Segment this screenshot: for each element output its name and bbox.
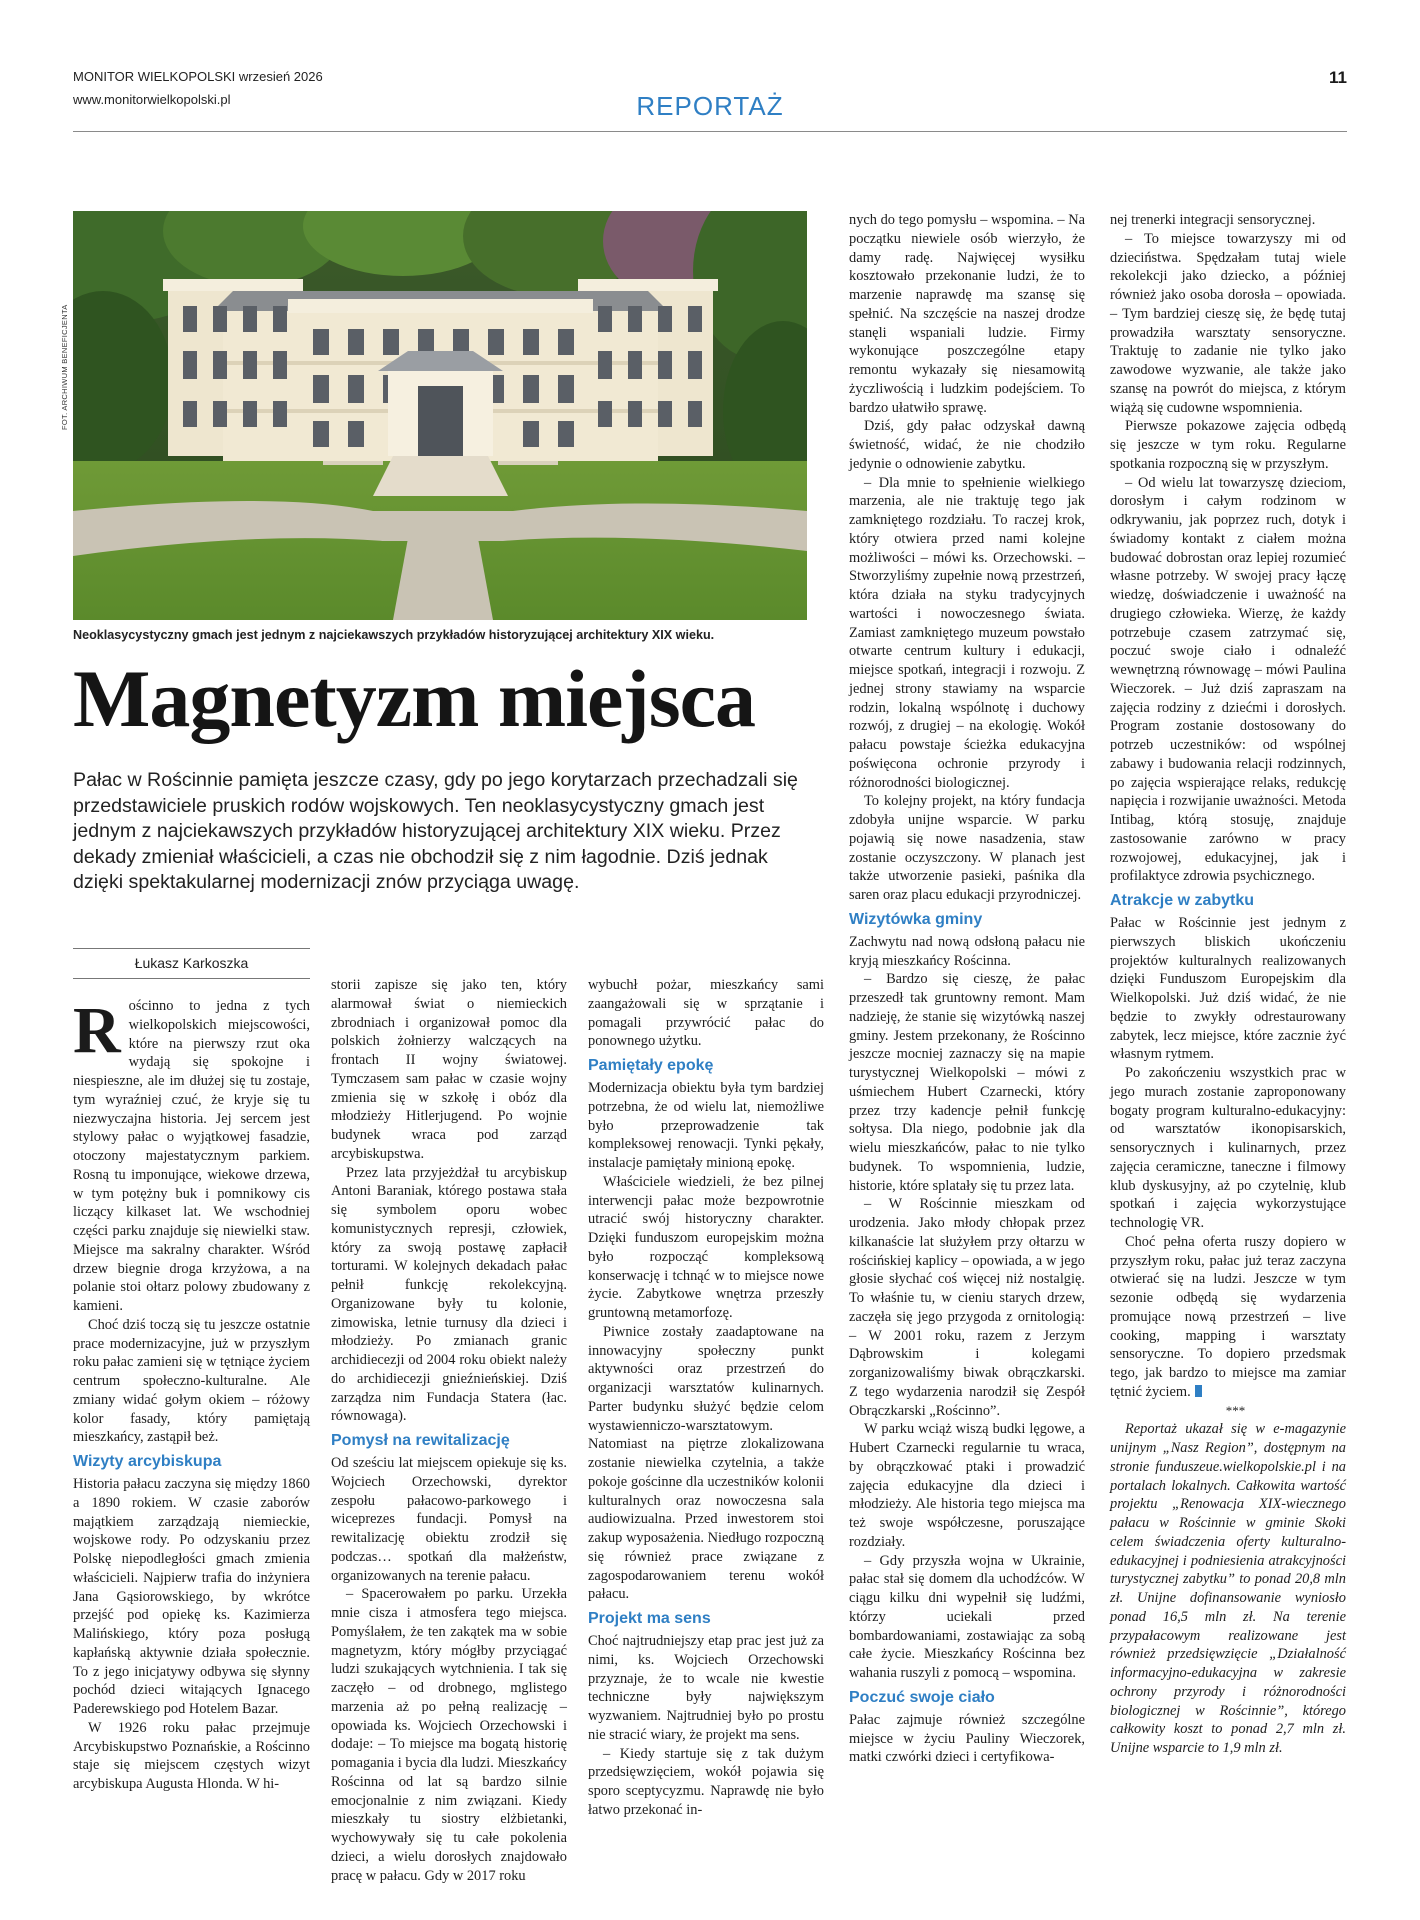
byline-divider-bottom <box>73 978 310 979</box>
paragraph: – Bardzo się cieszę, że pałac przeszedł tak gruntowny remont. Mam nadzieję, że stanie się wizytówką naszej gminy. Jestem przekonany, że Rościnno jeszcze mocniej zaznaczy się na mapie turystycznej Wielkopolski – mówi z uśmiechem Hubert Czarnecki, który przez trzy kadencje pełnił funkcję sołtysa. Dla niego, podobnie jak dla wielu mieszkańców, pałac to nie tylko budynek. To wspomnienia, ludzie, historie, które splatały się tu przez lata. <box>849 971 1085 1194</box>
paragraph: nych do tego pomysłu – wspomina. – Na początku niewiele osób wierzyło, że damy radę. Najwięcej wysiłku kosztowało przekonanie ludzi, że to marzenie naprawdę ma szansę się spełnić. Na szczęście na naszej drodze stanęli wspaniali ludzie. Firmy wykonujące poszczególne etapy remontu wykazały się niesamowitą życzliwością i ludzkim podejściem. To bardzo ułatwiło sprawę. <box>849 212 1085 416</box>
article-column-3 <box>588 976 824 1820</box>
paragraph: Zachwytu nad nową odsłoną pałacu nie kryją mieszkańcy Rościnna. <box>849 933 1085 969</box>
publication-name: MONITOR WIELKOPOLSKI wrzesień 2026 <box>73 69 323 84</box>
publication-url[interactable]: www.monitorwielkopolski.pl <box>73 92 231 107</box>
paragraph: To kolejny projekt, na który fundacja zdobyła unijne wsparcie. W parku pojawią się nowe nasadzenia, staw zostanie oczyszczony. W planach jest także utworzenie pasieki, paśnika dla saren oraz placu edukacji przyrodniczej. <box>849 793 1085 903</box>
paragraph: W parku wciąż wiszą budki lęgowe, a Hubert Czarnecki regularnie tu wraca, by obrączkować ptaki i prowadzić zajęcia edukacyjne dla dzieci i młodzieży. Ale historia tego miejsca ma też swoje współczesne, poruszające rozdziały. <box>849 1421 1085 1550</box>
drop-cap: R <box>73 994 121 1067</box>
article-column-4 <box>849 211 1085 1767</box>
page-number: 11 <box>1329 68 1347 87</box>
paragraph: Pierwsze pokazowe zajęcia odbędą się jeszcze w tym roku. Regularne spotkania rozpoczną się w przyszłym. <box>1110 418 1346 472</box>
paragraph: wybuchł pożar, mieszkańcy sami zaangażowali się w sprzątanie i pomagali przywrócić pałac do ponownego użytku. <box>588 977 824 1050</box>
article-lead: Pałac w Rościnnie pamięta jeszcze czasy, gdy po jego korytarzach przechadzali się przedstawiciele pruskich rodów wojskowych. Ten neoklasycystyczny gmach jest jednym z najciekawszych przykładów historyzującej architektury XIX wieku. Przez dekady zmieniał właścicieli, a czas nie obchodził się z nim łagodnie. Dziś jednak dzięki spektakularnej modernizacji znów przyciąga uwagę. <box>73 769 798 894</box>
article-author: Łukasz Karkoszka <box>134 955 249 971</box>
subheading: Pamiętały epokę <box>588 1057 714 1074</box>
paragraph: Po zakończeniu wszystkich prac w jego murach zostanie zaproponowany bogaty program kulturalno-edukacyjny: od warsztatów ikonopisarskich, sensorycznych i kulinarnych, przez zajęcia ceramiczne, taneczne i filmowy klub dyskusyjny, aż po czytelnię, klub spotkań i zajęcia wykorzystujące technologię VR. <box>1110 1065 1346 1231</box>
subheading: Atrakcje w zabytku <box>1110 892 1255 909</box>
paragraph: Pałac zajmuje również szczególne miejsce w życiu Pauliny Wieczorek, matki czwórki dzieci i certyfikowa- <box>849 1711 1085 1766</box>
paragraph: – Gdy przyszła wojna w Ukrainie, pałac stał się domem dla uchodźców. W ciągu kilku dni wypełnił się ludźmi, którzy uciekali przed bombardowaniami, zostawiając za sobą całe życie. Mieszkańcy Rościnna bez wahania ruszyli z pomocą – wspomina. <box>849 1552 1085 1681</box>
paragraph: Dziś, gdy pałac odzyskał dawną świetność, widać, że nie chodziło jedynie o odnowienie zabytku. <box>849 418 1085 472</box>
paragraph: W 1926 roku pałac przejmuje Arcybiskupstwo Poznańskie, a Rościnno staje się miejscem częstych wizyt arcybiskupa Augusta Hlonda. W hi- <box>73 1719 310 1792</box>
paragraph: – Dla mnie to spełnienie wielkiego marzenia, ale nie traktuję tego jak zamkniętego rozdziału. To raczej krok, który otwiera przed nami kolejne możliwości – mówi ks. Orzechowski. – Stworzyliśmy zupełnie nową przestrzeń, która działa na styku tradycyjnych wartości i nowoczesnego świata. Zamiast zamkniętego muzeum powstało otwarte centrum kultury i edukacji, miejsce spotkań, integracji i rozwoju. Z jednej strony stawiamy na wsparcie rodzin, lokalną wspólnotę i duchowy rozwój, z drugiej – na ekologię. Wokół pałacu powstaje ścieżka edukacyjna poświęcona ochronie przyrody i różnorodności biologicznej. <box>849 474 1085 791</box>
paragraph: Pałac w Rościnnie jest jednym z pierwszych bliskich ukończeniu projektów kulturalnych realizowanych dzięki Funduszom Europejskim dla Wielkopolski. Już dziś widać, że nie będzie to zwykły odrestaurowany zabytek, lecz miejsce, które zacznie żyć własnym rytmem. <box>1110 915 1346 1063</box>
photo-caption: Neoklasycystyczny gmach jest jednym z najciekawszych przykładów historyzującej architektury XIX wieku. <box>73 628 715 642</box>
paragraph: Choć dziś toczą się tu jeszcze ostatnie prace modernizacyjne, już w przyszłym roku pałac zamieni się w tętniące życiem centrum społeczno-kulturalne. Ale zmiany widać gołym okiem – różowy kolor fasady, który pamiętają mieszkańcy, zastąpił beż. <box>73 1316 310 1446</box>
section-label: REPORTAŻ <box>636 91 784 121</box>
paragraph: Właściciele wiedzieli, że bez pilnej interwencji pałac może bezpowrotnie utracić swój historyczny charakter. Dzięki funduszom europejskim można było rozpocząć kompleksową konserwację i tchnąć w to miejsce nowe życie. Zabytkowe wnętrza przeszły gruntowną metamorfozę. <box>588 1173 824 1321</box>
project-note: Reportaż ukazał się w e-magazynie unijnym „Nasz Region”, dostępnym na stronie funduszeue.wielkopolskie.pl i na portalach lokalnych. Całkowita wartość projektu „Renowacja XIX-wiecznego pałacu w Rościnnie w gminie Skoki celem świadczenia oferty kulturalno-edukacyjnej i podniesienia atrakcyjności turystycznej zabytku” to ponad 20,8 mln zł. Unijne dofinansowanie wyniosło ponad 16,5 mln zł. Na terenie przypałacowym realizowane jest również przedsięwzięcie „Działalność informacyjno-edukacyjna w zakresie ochrony przyrody i różnorodności biologicznej w Rościnnie”, którego całkowity koszt to ponad 2,7 mln zł. Unijne wsparcie to 1,9 mln zł. <box>1110 1421 1346 1756</box>
paragraph: Choć najtrudniejszy etap prac jest już za nimi, ks. Wojciech Orzechowski przyznaje, że to wcale nie kwestie techniczne były największym wyzwaniem. Najtrudniej było po prostu nie stracić wiary, że projekt ma sens. <box>588 1633 824 1743</box>
byline-divider-top <box>73 948 310 949</box>
subheading: Pomysł na rewitalizację <box>331 1432 510 1449</box>
paragraph: Piwnice zostały zaadaptowane na innowacyjny społeczny punkt aktywności oraz przestrzeń do organizacji warsztatów kulinarnych. Parter budynku służyć będzie celom wystawienniczo-warsztatowym. Natomiast na piętrze zlokalizowana zostanie niewielka czytelnia, a także pokoje gościnne dla uczestników kolonii kulturalnych oraz nowoczesna sala audiowizualna. Przed inwestorem stoi zakup wyposażenia. Niedługo rozpoczną się również prace związane z zagospodarowaniem terenu wokół pałacu. <box>588 1323 824 1603</box>
article-title: Magnetyzm miejsca <box>73 653 756 744</box>
header-divider <box>73 131 1347 132</box>
palace-illustration <box>73 211 807 620</box>
paragraph: – W Rościnnie mieszkam od urodzenia. Jako młody chłopak przez kilkanaście lat służyłem przy ołtarzu w rościńskiej kaplicy – opowiada, a w jego głosie słychać coś więcej niż nostalgię. To właśnie tu, w cieniu starych drzew, zaczęła się jego przygoda z ornitologią: – W 2001 roku, razem z Jerzym Dąbrowskim i kolegami zorganizowaliśmy biwak obrączkarski. Z tego wydarzenia narodził się Zespół Obrączkarski „Rościnno”. <box>849 1196 1085 1419</box>
subheading: Poczuć swoje ciało <box>849 1688 995 1706</box>
paragraph: storii zapisze się jako ten, który alarmował świat o niemieckich zbrodniach i organizował pomoc dla polskich żołnierzy walczących na frontach II wojny światowej. Tymczasem sam pałac w czasie wojny zmienia się w szkołę i obóz dla młodzieży Hitlerjugend. Po wojnie budynek wraca pod zarząd arcybiskupstwa. <box>331 977 567 1162</box>
paragraph: – To miejsce towarzyszy mi od dzieciństwa. Spędzałam tutaj wiele rekolekcji jako dziecko, a później również jako osoba dorosła – opowiada. – Tym bardziej cieszę się, że będę tutaj prowadziła warsztaty sensoryczne. Traktuję to zadanie nie tylko jako zawodowe wyzwanie, ale także jako szansę na powrót do miejsca, z którym wiążą się cudowne wspomnienia. <box>1110 230 1346 416</box>
subheading: Wizyty arcybiskupa <box>73 1453 222 1470</box>
article-column-5 <box>1110 211 1346 1758</box>
paragraph: – Od wielu lat towarzyszę dzieciom, dorosłym i całym rodzinom w odkrywaniu, jak poprzez ruch, dotyk i świadomy kontakt z ciałem można budować dobrostan oraz lepiej rozumieć własne potrzeby. W swojej pracy łączę wiedzę, doświadczenie i uważność na drugiego człowieka. Wierzę, że każdy potrzebuje czasem zatrzymać się, poczuć swoje ciało i odnaleźć wewnętrzną równowagę – mówi Paulina Wieczorek. – Już dziś zapraszam na zajęcia rodziny z dziećmi i dorosłych. Program zostanie dostosowany do potrzeb uczestników: od wspólnej zabawy i budowania relacji rodzinnych, po zajęcia wspierające relaks, redukcję napięcia i rozwijanie uważności. Metoda Intibag, którą stosuję, znajduje zastosowanie zarówno w pracy rozwojowej, edukacyjnej, jak i profilaktyce zdrowia psychicznego. <box>1110 474 1346 885</box>
paragraph: – Spacerowałem po parku. Urzekła mnie cisza i atmosfera tego miejsca. Pomyślałem, że ten zakątek ma w sobie magnetyzm, który mógłby przyciągać ludzi szukających wytchnienia. I tak się zaczęło – od drobnego, mglistego marzenia aż po pełną realizację – opowiada ks. Wojciech Orzechowski i dodaje: – To miejsce ma bogatą historię pomagania i bycia dla ludzi. Mieszkańcy Rościnna od lat są bardzo silnie emocjonalnie z nim związani. Kiedy mieszkały tu siostry elżbietanki, wychowywały się tu całe pokolenia dzieci, a wielu dorosłych znajdowało pracę w pałacu. Gdy w 2017 roku <box>331 1586 567 1884</box>
separator-stars: *** <box>1225 1402 1246 1418</box>
paragraph: Modernizacja obiektu była tym bardziej potrzebna, że od wielu lat, niemożliwe było przeprowadzenie tak kompleksowej renowacji. Tynki pękały, instalacje pamiętały minioną epokę. <box>588 1080 824 1171</box>
paragraph: Historia pałacu zaczyna się między 1860 a 1890 rokiem. W czasie zaborów majątkiem zarządzają niemieckie, wojskowe rody. Po odzyskaniu przez Polskę niepodległości gmach zmienia właścicieli. Najpierw trafia do inżyniera Jana Gąsiorowskiego, by wkrótce przejść pod opiekę ks. Kazimierza Malińskiego, który poza posługą kapłańską aktywnie działa społecznie. To z jego inicjatywy odbywa się słynny pochód dzieci witających Ignacego Paderewskiego pod Hotelem Bazar. <box>73 1476 310 1717</box>
photo-credit: FOT. ARCHIWUM BENEFICJENTA <box>60 304 69 430</box>
paragraph: nej trenerki integracji sensorycznej. <box>1110 212 1316 228</box>
paragraph: Przez lata przyjeżdżał tu arcybiskup Antoni Baraniak, którego postawa stała się symbolem oporu wobec komunistycznych represji, człowiek, który za swoją postawę zapłacił torturami. W kolejnych dekadach pałac pełnił funkcję rekolekcyjną. Organizowane były tu kolonie, zimowiska, letnie turnusy dla dzieci i młodzieży. Po zmianach granic archidiecezji od 2004 roku obiekt należy do archidiecezji gnieźnieńskiej. Dziś zarządza nim Fundacja Statera (łac. równowaga). <box>331 1164 567 1425</box>
subheading: Projekt ma sens <box>588 1610 711 1627</box>
palace-photo <box>73 211 807 620</box>
article-column-1 <box>73 994 310 1794</box>
paragraph: Choć pełna oferta ruszy dopiero w przyszłym roku, pałac już teraz zaczyna otwierać się na ludzi. Jeszcze w tym sezonie odbędą się wydarzenia promujące nową przestrzeń – live cooking, mapping i warsztaty sensoryczne. To dopiero przedsmak tego, jak bardzo to miejsce ma zamiar tętnić życiem. <box>1110 1233 1346 1400</box>
paragraph: Od sześciu lat miejscem opiekuje się ks. Wojciech Orzechowski, dyrektor zespołu pałacowo-parkowego i wiceprezes fundacji. Pomysł na rewitalizację obiektu zrodził się podczas… spotkań dla małżeństw, organizowanych na terenie pałacu. <box>331 1455 567 1584</box>
article-column-2 <box>331 976 567 1885</box>
end-of-article-mark <box>1195 1385 1202 1397</box>
paragraph: – Kiedy startuje się z tak dużym przedsięwzięciem, wokół pojawia się sporo sceptycyzmu. Naprawdę nie było łatwo przekonać in- <box>588 1745 824 1818</box>
paragraph: Rościnno to jedna z tych wielkopolskich miejscowości, które na pierwszy rzut oka wydają się spokojne i niespieszne, ale im dłużej się tu zostaje, tym wyraźniej czuć, że kryje się tu niezwyczajna historia. Jej sercem jest stylowy pałac o wyjątkowej fasadzie, otoczony majestatycznym parkiem. Rosną tu imponujące, wiekowe drzewa, w tym potężny buk i pomnikowy cis liczący kilkaset lat. We wschodniej części parku znajduje się niewielki staw. Miejsce ma sakralny charakter. Wśród drzew biegnie droga krzyżowa, a na polanie stoi ołtarz polowy zbudowany z kamieni. <box>73 994 310 1314</box>
subheading: Wizytówka gminy <box>849 910 983 928</box>
